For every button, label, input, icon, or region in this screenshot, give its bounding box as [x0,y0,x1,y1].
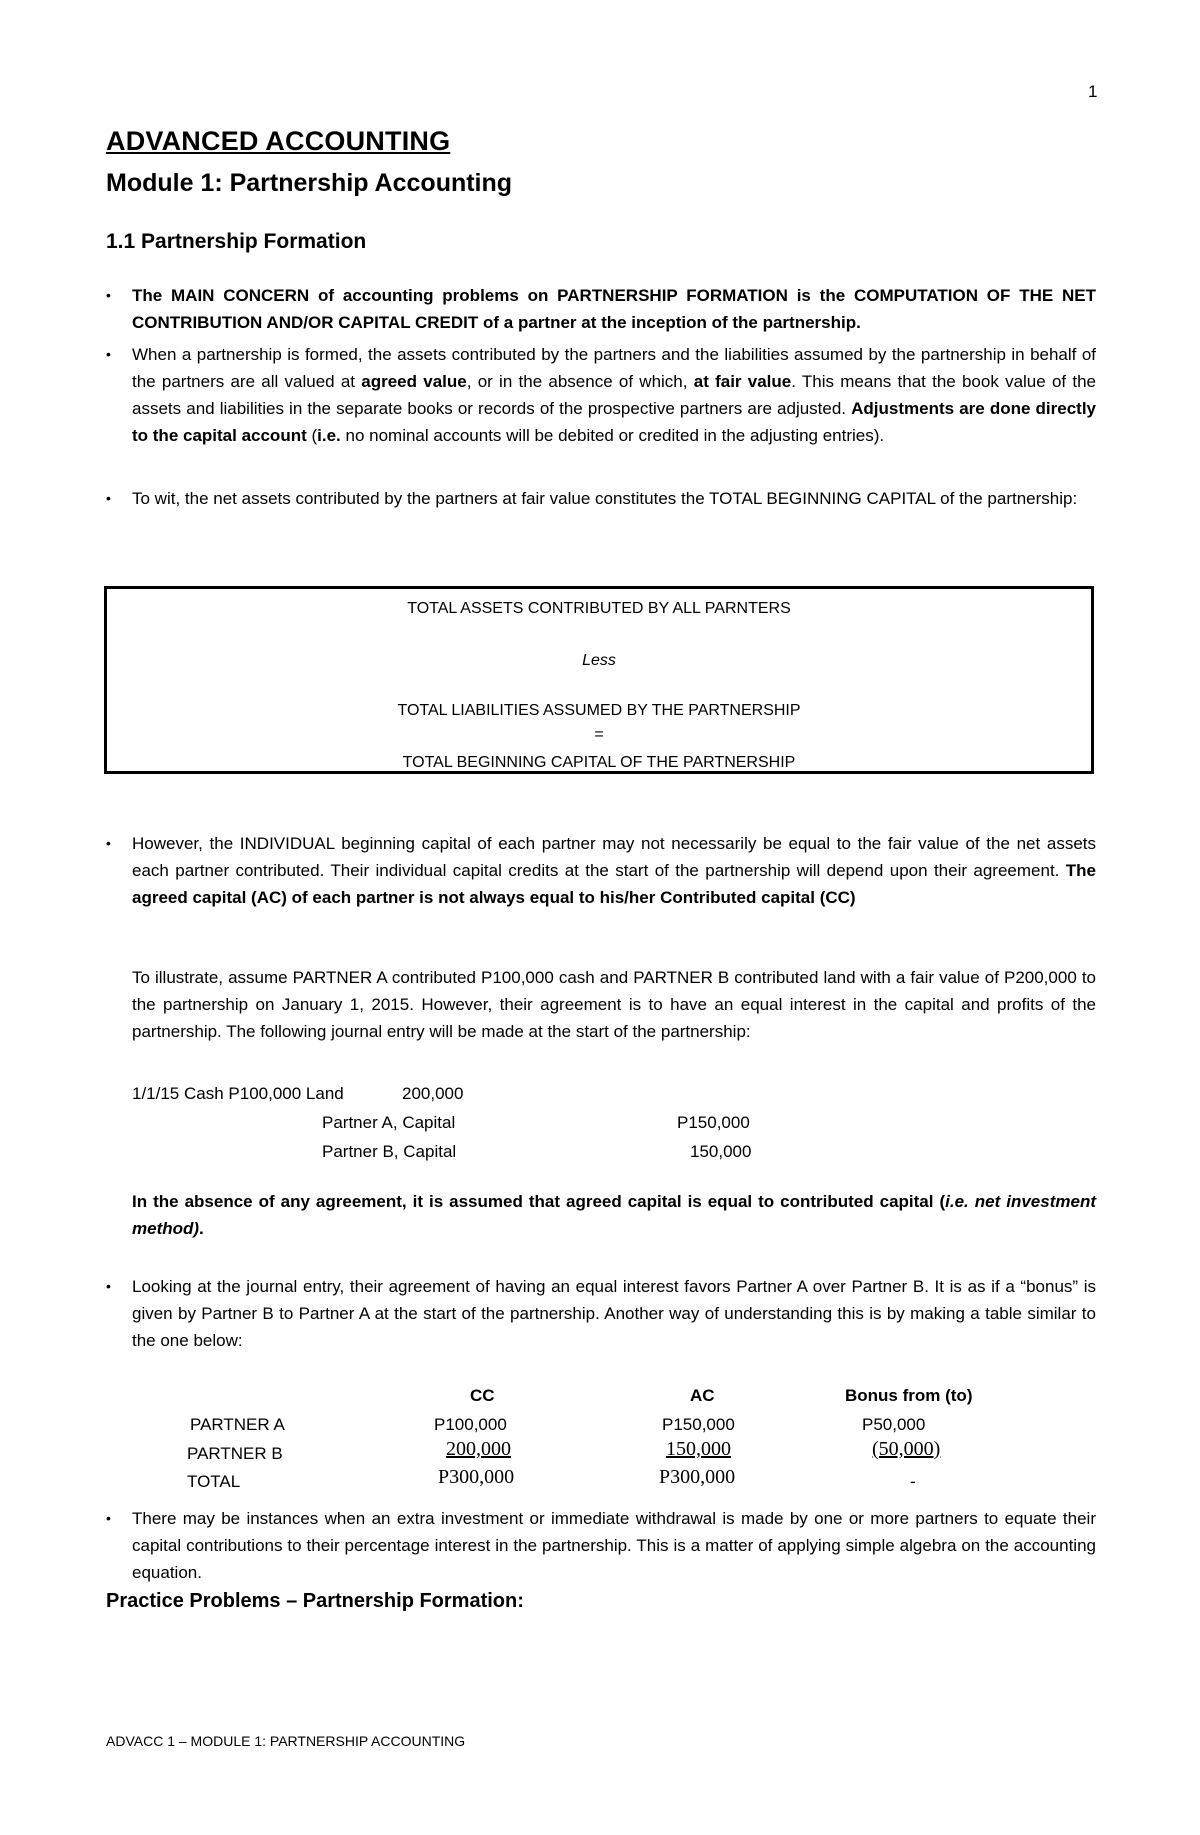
bullet-individual-capital [106,830,1096,911]
table-cell-ac: 150,000 [666,1438,731,1460]
table-row-label: TOTAL [187,1472,241,1491]
practice-heading: Practice Problems – Partnership Formation: [106,1590,524,1612]
table-cell-cc: P100,000 [434,1415,507,1434]
journal-line-2-label: Partner A, Capital [322,1113,456,1132]
bullet-text: There may be instances when an extra investment or immediate withdrawal is made by one or more partners to equate their capital contributions to their percentage interest in the partnership. This is a matter of applying simple algebra on the accounting equation. [132,1509,1096,1582]
journal-line-2-amount: P150,000 [677,1113,750,1132]
bullet-text: The MAIN CONCERN of accounting problems on PARTNERSHIP FORMATION is the COMPUTATION OF THE NET CONTRIBUTION AND/OR CAPITAL CREDIT of a partner at the inception of the partnership. [132,286,1096,332]
bullet-text: Looking at the journal entry, their agreement of having an equal interest favors Partner A over Partner B. It is as if a “bonus” is given by Partner B to Partner A at the start of the partnership. Another way of understanding this is by making a table similar to the one below: [132,1277,1096,1350]
table-cell-bonus: P50,000 [862,1415,926,1434]
table-cell-bonus: - [910,1472,916,1491]
section-heading: 1.1 Partnership Formation [106,230,367,253]
formula-result: TOTAL BEGINNING CAPITAL OF THE PARTNERSHIP [402,754,796,771]
bullet-total-capital [106,485,1096,512]
bullet-bonus-explanation [106,1273,1096,1354]
formula-liabilities: TOTAL LIABILITIES ASSUMED BY THE PARTNERSHIP [397,702,801,719]
table-header-ac: AC [690,1386,715,1405]
bullet-dot: • [106,1278,111,1294]
bullet-text: To wit, the net assets contributed by the partners at fair value constitutes the TOTAL BEGINNING CAPITAL of the partnership: [132,489,1078,508]
document-title: ADVANCED ACCOUNTING [106,126,451,156]
table-cell-ac: P300,000 [659,1466,736,1488]
bullet-dot: • [106,346,111,362]
table-cell-bonus: (50,000) [872,1438,941,1460]
table-row-label: PARTNER A [190,1415,285,1434]
module-heading: Module 1: Partnership Accounting [106,169,513,197]
table-row-label: PARTNER B [187,1444,283,1463]
bullet-valuation [106,341,1096,449]
bullet-dot: • [106,490,111,506]
formula-box [104,586,1094,774]
absence-note: In the absence of any agreement, it is assumed that agreed capital is equal to contributed capital (i.e. net investment method). [132,1192,1096,1238]
page-footer: ADVACC 1 – MODULE 1: PARTNERSHIP ACCOUNTING [106,1733,466,1749]
formula-equals: = [594,726,604,743]
bullet-dot: • [106,1510,111,1526]
journal-line-1-amount: 200,000 [402,1084,464,1103]
table-cell-cc: 200,000 [446,1438,511,1460]
journal-line-3-label: Partner B, Capital [322,1142,457,1161]
journal-line-1: 1/1/15 Cash P100,000 Land [132,1084,344,1103]
bullet-text: When a partnership is formed, the assets contributed by the partners and the liabilities assumed by the partnership in behalf of the partners are all valued at agreed value, or in the absence of which, at fair value. This means that the book value of the assets and liabilities in the separate books or records of the prospective partners are adjusted. Adjustments are done directly to the capital account (i.e. no nominal accounts will be debited or credited in the adjusting entries). [132,345,1097,445]
illustration-paragraph: To illustrate, assume PARTNER A contributed P100,000 cash and PARTNER B contributed land with a fair value of P200,000 to the partnership on January 1, 2015. However, their agreement is to have an equal interest in the capital and profits of the partnership. The following journal entry will be made at the start of the partnership: [132,968,1096,1041]
page-number: 1 [1088,82,1098,101]
journal-line-3-amount: 150,000 [690,1142,752,1161]
table-header-cc: CC [470,1386,495,1405]
formula-assets: TOTAL ASSETS CONTRIBUTED BY ALL PARNTERS [407,600,791,617]
table-cell-ac: P150,000 [662,1415,735,1434]
bullet-main-concern [106,282,1096,336]
bullet-dot: • [106,287,111,303]
bullet-extra-investment [106,1505,1096,1586]
table-header-bonus: Bonus from (to) [845,1386,973,1405]
bullet-text: However, the INDIVIDUAL beginning capital of each partner may not necessarily be equal to the fair value of the net assets each partner contributed. Their individual capital credits at the start of the partnership will depend upon their agreement. The agreed capital (AC) of each partner is not always equal to his/her Contributed capital (CC) [132,834,1096,907]
formula-less: Less [582,652,616,669]
bullet-dot: • [106,835,111,851]
table-cell-cc: P300,000 [438,1466,515,1488]
